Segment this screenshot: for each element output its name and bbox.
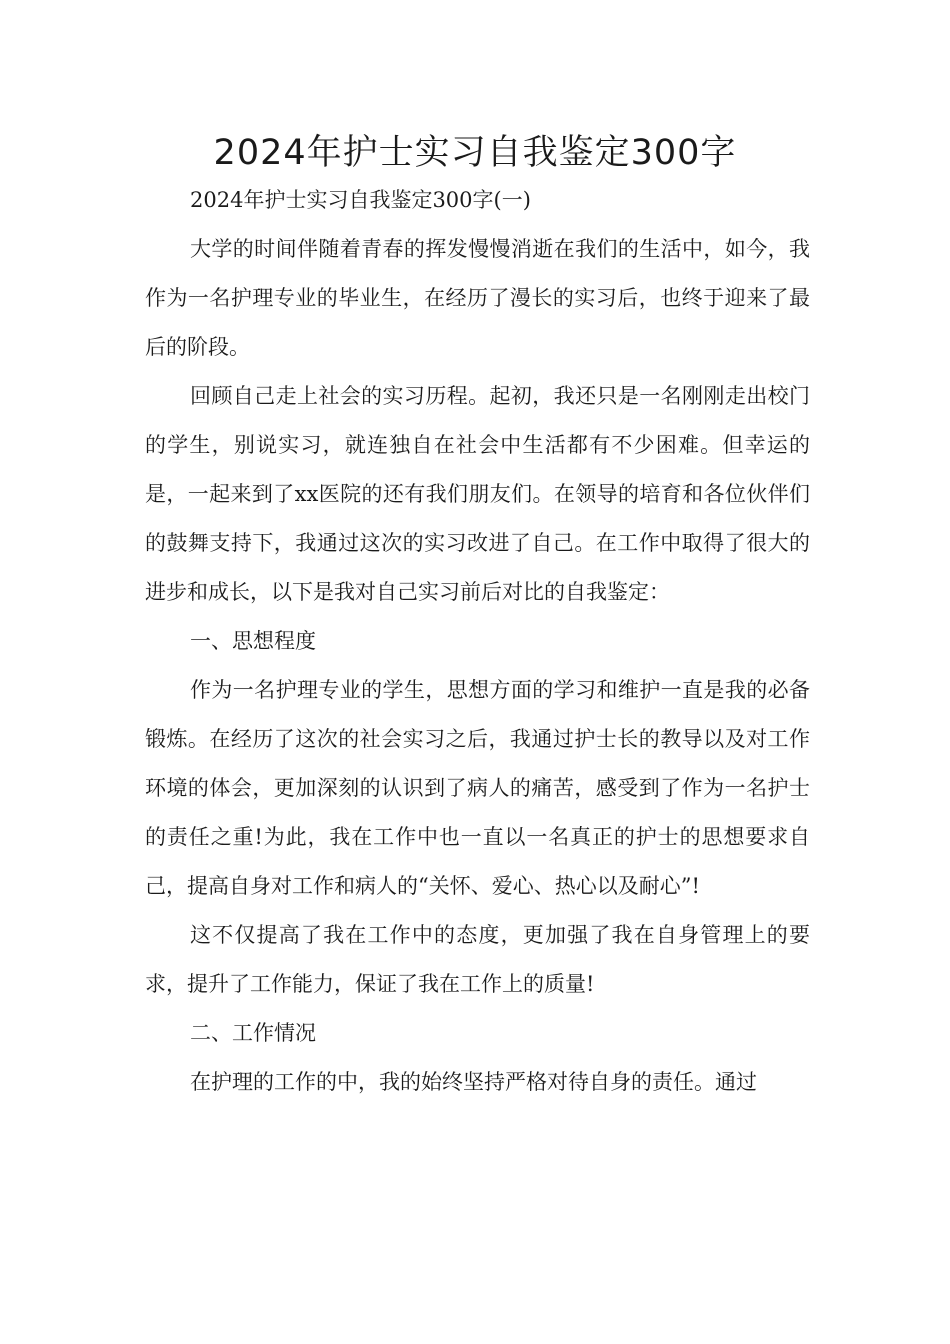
body-paragraph: 在护理的工作的中，我的始终坚持严格对待自身的责任。通过 [190, 1070, 757, 1094]
document-title: 2024年护士实习自我鉴定300字 [213, 133, 737, 173]
subtitle-paragraph: 2024年护士实习自我鉴定300字(一) [190, 188, 531, 212]
document-body [145, 176, 810, 1107]
body-paragraph: 作为一名护理专业的学生，思想方面的学习和维护一直是我的必备锻炼。在经历了这次的社会实习之后，我通过护士长的教导以及对工作环境的体会，更加深刻的认识到了病人的痛苦，感受到了作为一名护士的责任之重!为此，我在工作中也一直以一名真正的护士的思想要求自己，提高自身对工作和病人的“关怀、爱心、热心以及耐心”! [145, 678, 810, 898]
body-paragraph: 回顾自己走上社会的实习历程。起初，我还只是一名刚刚走出校门的学生，别说实习，就连独自在社会中生活都有不少困难。但幸运的是，一起来到了xx医院的还有我们朋友们。在领导的培育和各位伙伴们的鼓舞支持下，我通过这次的实习改进了自己。在工作中取得了很大的进步和成长，以下是我对自己实习前后对比的自我鉴定： [145, 384, 810, 604]
body-paragraph: 大学的时间伴随着青春的挥发慢慢消逝在我们的生活中，如今，我作为一名护理专业的毕业生，在经历了漫长的实习后，也终于迎来了最后的阶段。 [145, 237, 810, 359]
section-heading: 一、思想程度 [190, 629, 316, 653]
body-paragraph: 这不仅提高了我在工作中的态度，更加强了我在自身管理上的要求，提升了工作能力，保证了我在工作上的质量! [145, 923, 810, 996]
section-heading: 二、工作情况 [190, 1021, 316, 1045]
